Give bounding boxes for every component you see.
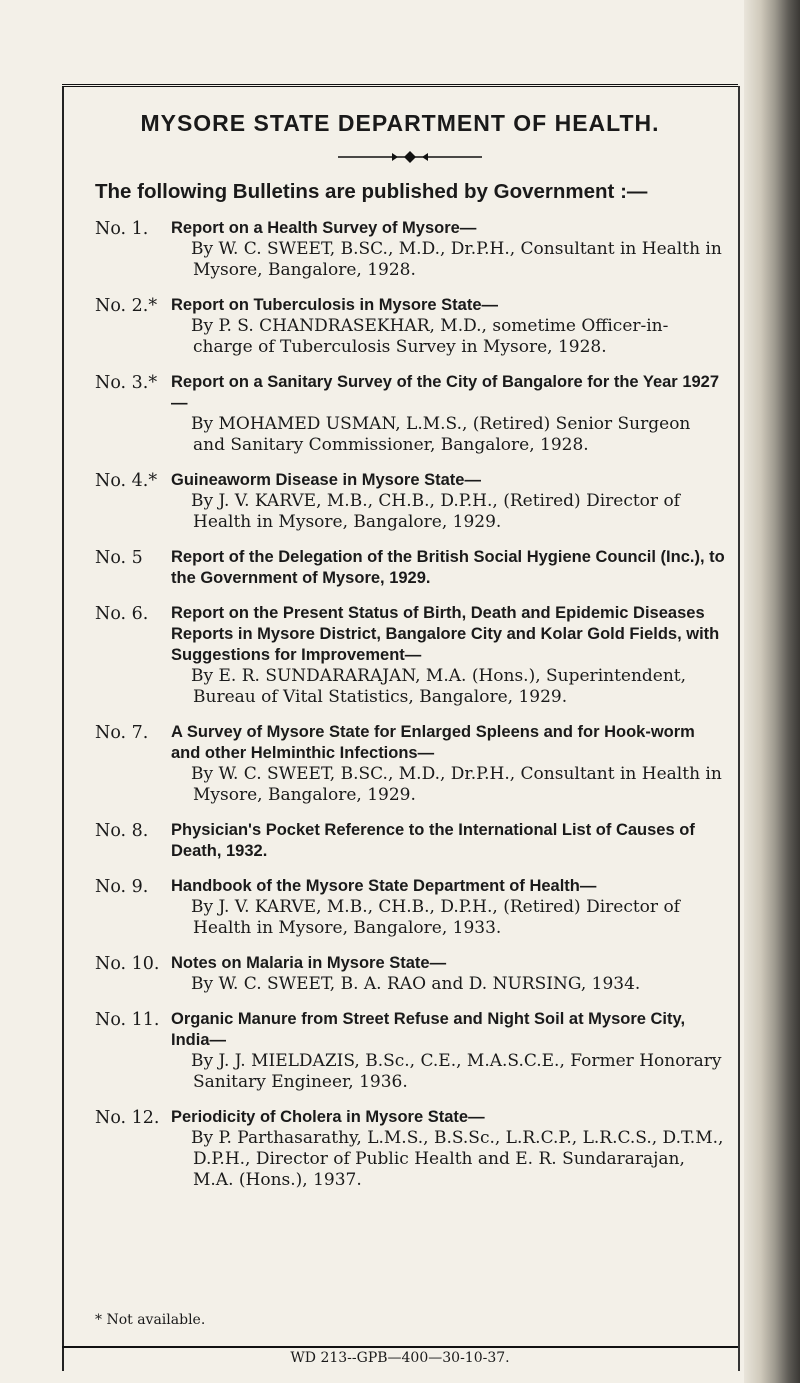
bulletin-number: No. 1.: [95, 219, 149, 239]
bulletin-entry: [95, 876, 725, 939]
bulletin-author: By W. C. SWEET, B. A. RAO and D. NURSING, 1934.: [191, 974, 641, 994]
bulletin-number: No. 11.: [95, 1010, 160, 1030]
bulletin-author: By P. Parthasarathy, L.M.S., B.S.Sc., L.R.C.P., L.R.C.S., D.T.M., D.P.H., Director of Public Health and E. R. Sundararajan, M.A. (Hons.), 1937.: [191, 1128, 724, 1190]
bulletin-number: No. 3.*: [95, 373, 158, 393]
bulletin-author: By E. R. SUNDARARAJAN, M.A. (Hons.), Superintendent, Bureau of Vital Statistics, Bangalore, 1929.: [191, 666, 687, 707]
bulletin-title: Report on a Sanitary Survey of the City of Bangalore for the Year 1927—: [171, 373, 720, 412]
bulletin-title: Report of the Delegation of the British Social Hygiene Council (Inc.), to the Government of Mysore, 1929.: [171, 548, 725, 587]
bulletin-number: No. 8.: [95, 821, 149, 841]
bulletin-title: Notes on Malaria in Mysore State—: [171, 954, 447, 972]
bulletin-author: By J. V. KARVE, M.B., CH.B., D.P.H., (Retired) Director of Health in Mysore, Bangalore, 1929.: [191, 491, 680, 532]
bulletin-title: Report on the Present Status of Birth, Death and Epidemic Diseases Reports in Mysore District, Bangalore City and Kolar Gold Fields, with Suggestions for Improvement—: [171, 604, 720, 664]
bulletin-number: No. 9.: [95, 877, 149, 897]
bulletin-title: Organic Manure from Street Refuse and Night Soil at Mysore City, India—: [171, 1010, 686, 1049]
bulletin-author: By J. J. MIELDAZIS, B.Sc., C.E., M.A.S.C.E., Former Honorary Sanitary Engineer, 1936.: [191, 1051, 722, 1092]
bulletin-entry: [95, 470, 725, 533]
bulletin-title: Physician's Pocket Reference to the International List of Causes of Death, 1932.: [171, 821, 695, 860]
bulletin-author: By J. V. KARVE, M.B., CH.B., D.P.H., (Retired) Director of Health in Mysore, Bangalore, 1933.: [191, 897, 680, 938]
bulletin-entry: [95, 603, 725, 708]
bulletin-number: No. 2.*: [95, 296, 158, 316]
bulletin-entry: [95, 295, 725, 358]
printer-imprint: WD 213--GPB—400—30-10-37.: [290, 1350, 510, 1366]
bottom-rule: [62, 1346, 738, 1348]
bulletin-title: Report on Tuberculosis in Mysore State—: [171, 296, 498, 314]
footnote: * Not available.: [95, 1312, 206, 1328]
bulletin-title: Handbook of the Mysore State Department of Health—: [171, 877, 597, 895]
bulletin-number: No. 10.: [95, 954, 160, 974]
bulletin-entry: [95, 953, 725, 995]
intro-heading: The following Bulletins are published by Government :—: [95, 180, 648, 203]
bulletin-entry: [95, 820, 725, 862]
bulletin-author: By MOHAMED USMAN, L.M.S., (Retired) Senior Surgeon and Sanitary Commissioner, Bangalore, 1928.: [191, 414, 691, 455]
bulletin-entry: [95, 1107, 725, 1191]
bulletin-number: No. 4.*: [95, 471, 158, 491]
bulletin-number: No. 12.: [95, 1108, 160, 1128]
bulletin-entry: [95, 218, 725, 281]
book-binding-edge: [744, 0, 800, 1383]
bulletin-title: Guineaworm Disease in Mysore State—: [171, 471, 481, 489]
page-title: MYSORE STATE DEPARTMENT OF HEALTH.: [140, 110, 660, 136]
bulletin-title: Periodicity of Cholera in Mysore State—: [171, 1108, 485, 1126]
bulletin-list: [95, 218, 725, 1205]
bulletin-entry: [95, 547, 725, 589]
bulletin-title: A Survey of Mysore State for Enlarged Spleens and for Hook-worm and other Helminthic Infections—: [171, 723, 695, 762]
bulletin-author: By P. S. CHANDRASEKHAR, M.D., sometime Officer-in-charge of Tuberculosis Survey in Mysore, 1928.: [191, 316, 669, 357]
top-rule: [62, 84, 738, 87]
ornament-divider: [336, 150, 484, 164]
bulletin-number: No. 5: [95, 548, 143, 568]
bulletin-title: Report on a Health Survey of Mysore—: [171, 219, 477, 237]
bulletin-entry: [95, 1009, 725, 1093]
bulletin-number: No. 6.: [95, 604, 149, 624]
bulletin-entry: [95, 372, 725, 456]
bulletin-entry: [95, 722, 725, 806]
bulletin-author: By W. C. SWEET, B.SC., M.D., Dr.P.H., Consultant in Health in Mysore, Bangalore, 1928.: [191, 239, 722, 280]
bulletin-number: No. 7.: [95, 723, 149, 743]
bulletin-author: By W. C. SWEET, B.SC., M.D., Dr.P.H., Consultant in Health in Mysore, Bangalore, 1929.: [191, 764, 722, 805]
